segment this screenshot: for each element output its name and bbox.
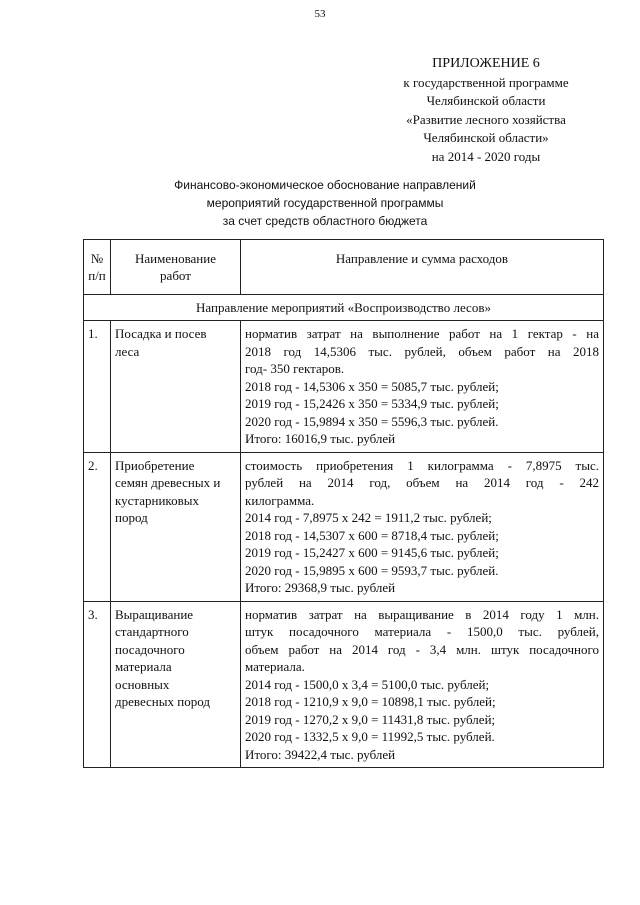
row-number: 3. — [84, 601, 111, 768]
expense-line: 2019 год - 15,2427 х 600 = 9145,6 тыс. рублей; — [245, 545, 499, 560]
work-name-line: древесных пород — [115, 694, 210, 709]
document-title-line: за счет средств областного бюджета — [222, 214, 428, 228]
header-number — [84, 240, 111, 295]
row-expense-description — [241, 601, 604, 768]
appendix-line: на 2014 - 2020 годы — [431, 148, 541, 164]
expense-line: стоимость приобретения 1 килограмма - 7,8975 тыс. — [245, 457, 599, 473]
row-work-name — [111, 601, 241, 768]
row-work-name — [111, 452, 241, 601]
header-direction: Направление и сумма расходов — [241, 240, 604, 295]
expense-line: Итого: 29368,9 тыс. рублей — [245, 580, 396, 595]
expense-line: Итого: 39422,4 тыс. рублей — [245, 746, 396, 762]
work-name-line: стандартного — [115, 624, 189, 639]
expense-line: объем работ на 2014 год - 3,4 млн. штук посадочного — [245, 641, 599, 657]
expense-line: 2014 год - 1500,0 х 3,4 = 5100,0 тыс. рублей; — [245, 676, 490, 692]
work-name-line: Посадка и посев — [115, 326, 207, 341]
work-name-line: Приобретение — [115, 457, 195, 473]
expense-line: 2018 год - 1210,9 х 9,0 = 10898,1 тыс. рублей; — [245, 694, 496, 709]
document-title — [130, 176, 520, 230]
expense-line: 2014 год - 7,8975 х 242 = 1911,2 тыс. рублей; — [245, 510, 492, 525]
table-header-row — [84, 240, 604, 295]
work-name-line: семян древесных и — [115, 475, 221, 490]
appendix-line: Челябинской области» — [423, 130, 549, 145]
header-name — [111, 240, 241, 295]
header-name-line: Наименование — [135, 250, 216, 266]
work-name-line: кустарниковых — [115, 492, 199, 508]
appendix-block — [370, 55, 602, 166]
table-row — [84, 601, 604, 768]
financial-table — [83, 239, 604, 768]
work-name-line: Выращивание — [115, 606, 194, 622]
page-number: 53 — [314, 8, 326, 20]
section-title: Направление мероприятий «Воспроизводство лесов» — [84, 295, 604, 321]
work-name-line: посадочного — [115, 641, 185, 657]
expense-line: 2019 год - 15,2426 х 350 = 5334,9 тыс. рублей; — [245, 396, 499, 411]
expense-line: 2018 год - 14,5307 х 600 = 8718,4 тыс. рублей; — [245, 527, 499, 543]
expense-line: Итого: 16016,9 тыс. рублей — [245, 431, 396, 446]
work-name-line: пород — [115, 510, 148, 525]
expense-line: рублей на 2014 год, объем на 2014 год - 242 — [245, 475, 599, 490]
expense-line: 2019 год - 1270,2 х 9,0 = 11431,8 тыс. рублей; — [245, 711, 496, 727]
header-name-line: работ — [160, 268, 191, 283]
appendix-line: к государственной программе — [403, 74, 569, 90]
expense-line: 2018 год - 14,5306 х 350 = 5085,7 тыс. рублей; — [245, 378, 499, 394]
header-number-line: № — [90, 250, 104, 266]
appendix-line: «Развитие лесного хозяйства — [406, 111, 566, 127]
expense-line: норматив затрат на выращивание в 2014 году 1 млн. — [245, 606, 599, 622]
expense-line: материала. — [245, 659, 305, 674]
expense-line: норматив затрат на выполнение работ на 1 гектар - на — [245, 326, 599, 341]
work-name-line: основных — [115, 676, 170, 692]
expense-line: штук посадочного материала - 1500,0 тыс. рублей, — [245, 624, 599, 639]
expense-line: год- 350 гектаров. — [245, 361, 345, 376]
header-number-line: п/п — [88, 268, 106, 283]
document-title-line: Финансово-экономическое обоснование направлений — [174, 178, 476, 192]
row-expense-description — [241, 321, 604, 453]
expense-line: 2020 год - 15,9895 х 600 = 9593,7 тыс. рублей. — [245, 562, 499, 578]
expense-line: 2020 год - 1332,5 х 9,0 = 11992,5 тыс. рублей. — [245, 729, 495, 744]
expense-line: 2018 год 14,5306 тыс. рублей, объем работ на 2018 — [245, 343, 599, 359]
document-title-line: мероприятий государственной программы — [206, 196, 444, 210]
row-work-name — [111, 321, 241, 453]
row-number: 2. — [84, 452, 111, 601]
appendix-title: ПРИЛОЖЕНИЕ 6 — [432, 56, 540, 71]
table-row — [84, 452, 604, 601]
row-number: 1. — [84, 321, 111, 453]
expense-line: килограмма. — [245, 492, 315, 508]
table-row — [84, 321, 604, 453]
section-row — [84, 295, 604, 321]
row-expense-description — [241, 452, 604, 601]
work-name-line: материала — [115, 659, 172, 674]
appendix-line: Челябинской области — [426, 93, 546, 108]
work-name-line: леса — [115, 343, 140, 359]
expense-line: 2020 год - 15,9894 х 350 = 5596,3 тыс. рублей. — [245, 413, 499, 429]
